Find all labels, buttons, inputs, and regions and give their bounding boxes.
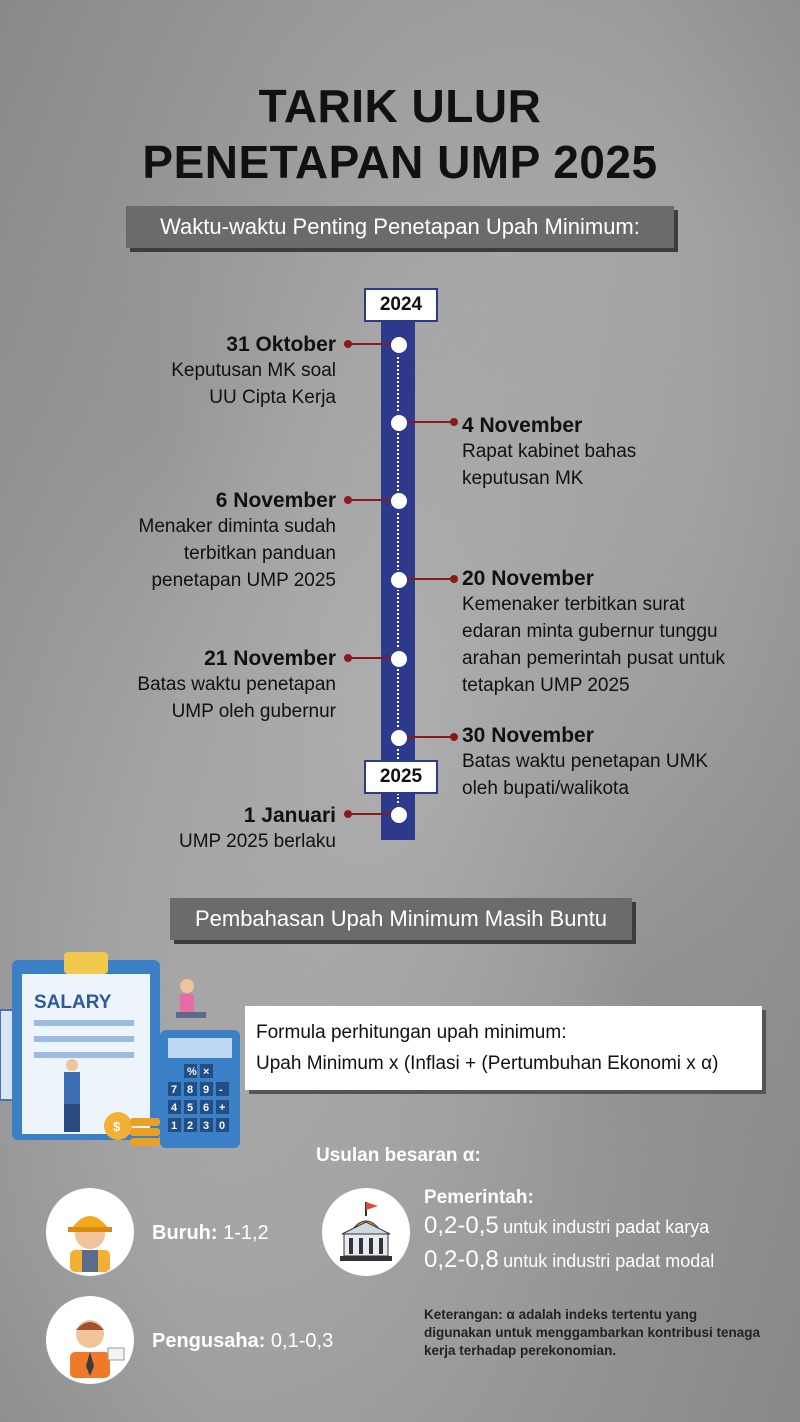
- event-4-november: [462, 414, 782, 492]
- event-desc: Kemenaker terbitkan surat: [462, 594, 685, 615]
- event-desc: penetapan UMP 2025: [151, 570, 336, 591]
- buruh-proposal: [152, 1222, 269, 1245]
- event-6-november: [40, 489, 336, 594]
- pengusaha-value: 0,1-0,3: [270, 1330, 334, 1352]
- connector-line: [407, 578, 453, 580]
- event-date: 31 Oktober: [226, 333, 336, 356]
- calculator-key-label: 7: [171, 1084, 178, 1096]
- connector-line: [350, 813, 390, 815]
- connector-line: [350, 499, 390, 501]
- pemerintah-value1: 0,2-0,5: [424, 1212, 499, 1239]
- event-desc: UMP oleh gubernur: [171, 701, 336, 722]
- event-desc: Rapat kabinet bahas: [462, 441, 637, 462]
- section-heading-timeline: Waktu-waktu Penting Penetapan Upah Minimum:: [126, 206, 674, 248]
- calculator-key-label: 5: [187, 1102, 194, 1114]
- event-desc: Menaker diminta sudah: [138, 516, 336, 537]
- event-desc: Batas waktu penetapan: [137, 674, 336, 695]
- connector-line: [407, 736, 453, 738]
- event-date: 30 November: [462, 724, 594, 747]
- event-date: 6 November: [215, 489, 336, 512]
- connector-dot: [450, 575, 458, 583]
- section-heading-discussion: Pembahasan Upah Minimum Masih Buntu: [170, 898, 632, 940]
- calculator-key-label: %: [187, 1066, 197, 1078]
- event-date: 4 November: [462, 414, 583, 437]
- pemerintah-row2: [424, 1246, 714, 1274]
- pemerintah-value2: 0,2-0,8: [424, 1246, 499, 1273]
- event-date: 20 November: [462, 567, 594, 590]
- event-21-november: [40, 647, 336, 725]
- timeline-node: [389, 570, 409, 590]
- event-desc: arahan pemerintah pusat untuk: [462, 648, 726, 669]
- government-building-icon: [322, 1188, 410, 1276]
- calculator-key-label: 2: [187, 1120, 194, 1132]
- pemerintah-row1: [424, 1212, 709, 1240]
- buruh-value: 1-1,2: [223, 1222, 269, 1244]
- businessman-icon: [46, 1296, 134, 1384]
- calculator-key-label: 6: [203, 1102, 210, 1114]
- event-desc: edaran minta gubernur tunggu: [462, 621, 718, 642]
- timeline-node: [389, 728, 409, 748]
- calculator-key-label: ×: [203, 1066, 210, 1078]
- pemerintah-label: Pemerintah:: [424, 1187, 534, 1208]
- event-date: 1 Januari: [243, 804, 336, 827]
- calculator-key-label: 8: [187, 1084, 194, 1096]
- timeline-node: [389, 491, 409, 511]
- event-date: 21 November: [204, 647, 336, 670]
- year-label-end: 2025: [364, 760, 438, 794]
- connector-line: [407, 421, 453, 423]
- pengusaha-label: Pengusaha:: [152, 1330, 266, 1352]
- connector-line: [350, 657, 390, 659]
- calculator-key-label: 3: [203, 1120, 210, 1132]
- calculator-key-label: 9: [203, 1084, 210, 1096]
- event-desc: Keputusan MK soal: [171, 360, 336, 381]
- year-label-start: 2024: [364, 288, 438, 322]
- event-1-januari: [40, 804, 336, 855]
- salary-illustration: [0, 950, 245, 1160]
- calculator-key-label: -: [219, 1084, 223, 1096]
- pemerintah-text2: untuk industri padat modal: [503, 1251, 715, 1271]
- title-line1: TARIK ULUR: [258, 80, 542, 132]
- formula-text: Upah Minimum x (Inflasi + (Pertumbuhan Ekonomi x α): [256, 1053, 719, 1074]
- page-title: [0, 78, 800, 190]
- calculator-key-label: 1: [171, 1120, 178, 1132]
- svg-text:$: $: [113, 1119, 121, 1134]
- title-line2: PENETAPAN UMP 2025: [142, 136, 658, 188]
- timeline-node: [389, 335, 409, 355]
- event-desc: terbitkan panduan: [183, 543, 336, 564]
- buruh-label: Buruh:: [152, 1222, 218, 1244]
- worker-helmet-icon: [46, 1188, 134, 1276]
- formula-title: Formula perhitungan upah minimum:: [256, 1022, 567, 1043]
- footnote: Keterangan: α adalah indeks tertentu yang digunakan untuk menggambarkan kontribusi tenaga kerja terhadap perekonomian.: [424, 1307, 761, 1358]
- event-desc: Batas waktu penetapan UMK: [462, 751, 709, 772]
- event-desc: UU Cipta Kerja: [209, 387, 336, 408]
- calculator-key-label: 4: [171, 1102, 178, 1114]
- pengusaha-proposal: [152, 1330, 333, 1353]
- calculator-key-label: 0: [219, 1120, 226, 1132]
- formula-box: [245, 1006, 762, 1090]
- event-desc: tetapkan UMP 2025: [462, 675, 630, 696]
- connector-line: [350, 343, 390, 345]
- connector-dot: [450, 418, 458, 426]
- event-desc: keputusan MK: [462, 468, 584, 489]
- timeline-node: [389, 413, 409, 433]
- timeline-node: [389, 649, 409, 669]
- proposal-title: Usulan besaran α:: [316, 1145, 481, 1166]
- connector-dot: [450, 733, 458, 741]
- timeline-node: [389, 805, 409, 825]
- salary-label: SALARY: [34, 992, 112, 1013]
- event-20-november: [462, 567, 787, 699]
- calculator-key-label: +: [219, 1102, 226, 1114]
- pemerintah-text1: untuk industri padat karya: [503, 1217, 710, 1237]
- event-desc: UMP 2025 berlaku: [178, 831, 336, 852]
- event-desc: oleh bupati/walikota: [462, 778, 629, 799]
- event-30-november: [462, 724, 782, 802]
- event-31-oktober: [40, 333, 336, 411]
